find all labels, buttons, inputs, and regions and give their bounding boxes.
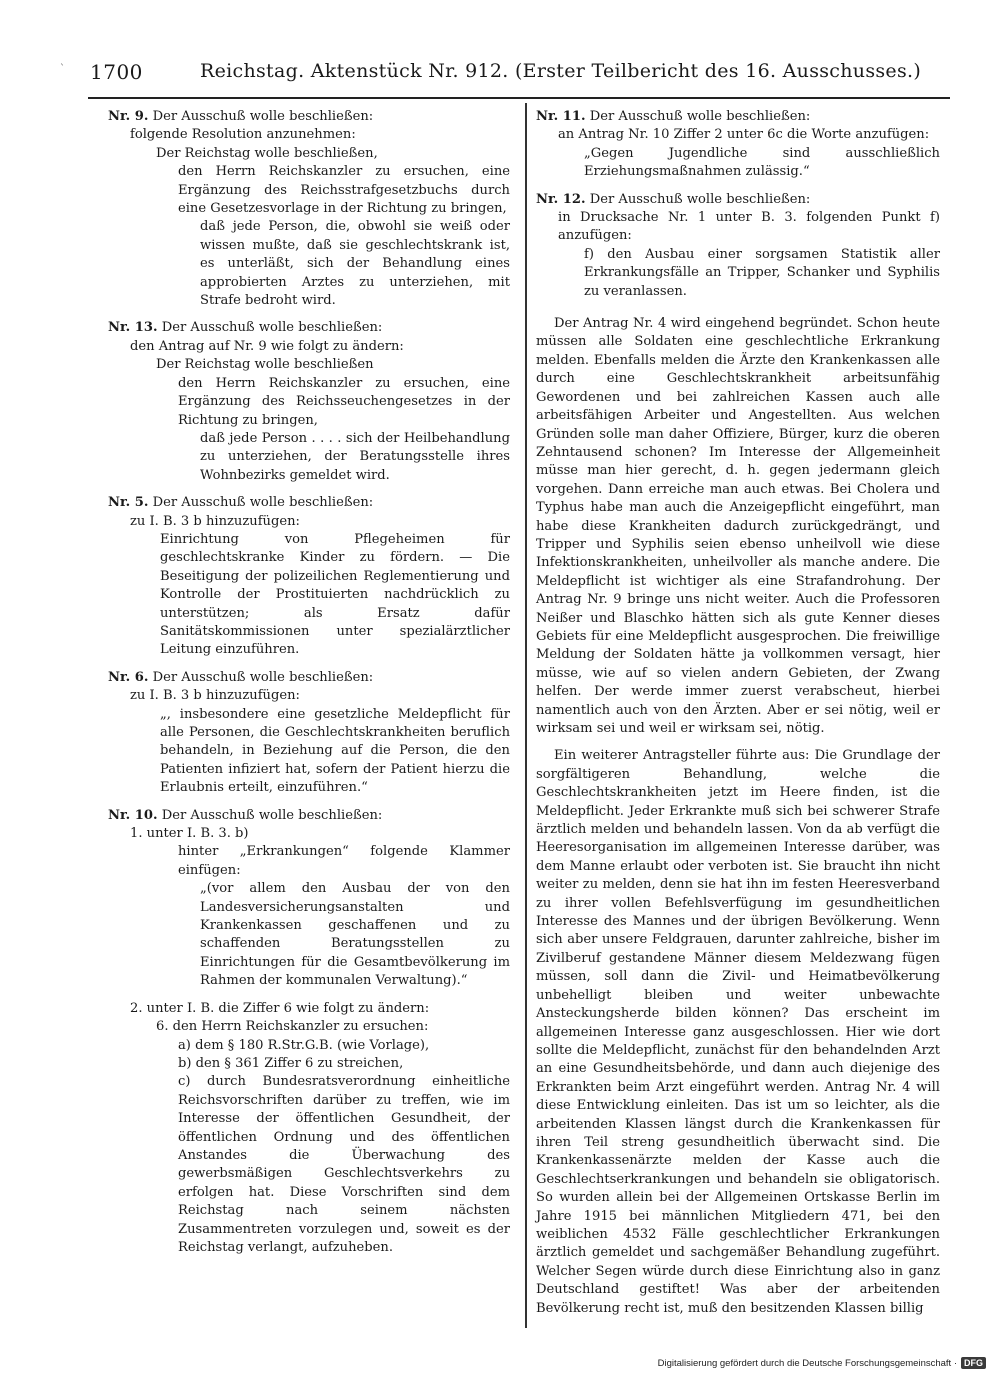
spacer — [108, 485, 510, 494]
paragraph-text: Der Ausschuß wolle beschließen: — [148, 495, 374, 511]
paragraph-text: zu I. B. 3 b hinzuzufügen: — [130, 688, 300, 704]
text-paragraph — [536, 747, 940, 1318]
text-paragraph — [108, 1018, 510, 1036]
motion-number: Nr. 10. — [108, 807, 158, 823]
text-paragraph — [108, 513, 510, 531]
paragraph-text: Der Antrag Nr. 4 wird eingehend begründet. Schon heute müssen alle Soldaten eine geschlechtliche Erkrankung melden. Ebenfalls melden die Ärzte den Krankenkassen alle durch eine Geschlechtskrankheit arbeitsunfähig Gewordenen und bei zahlreichen Kassen auch alle arbeitsfähigen Arbeiter und Angestellten. Aus welchen Gründen solle man daher Offiziere, Bürger, kurz die oberen Zehntausend schonen? Im Interesse der Allgemeinheit müsse man hier gerecht, d. h. gegen jedermann gleich vorgehen. Dann erreiche man auch etwas. Bei Cholera und Typhus habe man auch die Anzeigepflicht eingeführt, man habe diese Krankheiten dadurch zurückgedrängt, und Tripper und Syphilis seien ebenso unheilvoll wie diese Infektionskrankheiten, unheilvoller als manche andere. Die Meldepflicht ist wichtiger als eine Strafandrohung. Der Antrag Nr. 9 bringe uns nicht weiter. Auch die Professoren Neißer und Blaschko hätten sich als gute Kenner dieses Gebiets für eine Meldepflicht ausgesprochen. Die freiwillige Meldung der Soldaten hätte ja vollkommen versagt, hier müsse, wie auf so vielen andern Gebieten, der Zwang helfen. Der werde immer zuerst verabscheut, hierbei namentlich auch von den Ärzten. Aber er sei nötig, weil er wirksam sei und weil er wirksam sei, nötig. — [536, 316, 940, 736]
motion-heading — [108, 319, 510, 337]
text-paragraph — [108, 843, 510, 880]
text-paragraph — [108, 218, 510, 310]
spacer — [536, 738, 940, 747]
running-title: Reichstag. Aktenstück Nr. 912. (Erster Teilbericht des 16. Ausschusses.) — [200, 60, 922, 82]
margin-mark: ˋ — [60, 64, 65, 75]
paragraph-text: 2. unter I. B. die Ziffer 6 wie folgt zu ändern: — [130, 1000, 430, 1016]
paragraph-text: in Drucksache Nr. 1 unter B. 3. folgenden Punkt f) anzufügen: — [558, 210, 940, 244]
paragraph-text: b) den § 361 Ziffer 6 zu streichen, — [178, 1055, 404, 1071]
text-paragraph — [108, 163, 510, 218]
spacer — [536, 182, 940, 191]
motion-heading — [108, 108, 510, 126]
text-paragraph — [108, 1037, 510, 1055]
text-paragraph — [108, 1055, 510, 1073]
motion-heading — [536, 108, 940, 126]
motion-number: Nr. 12. — [536, 191, 586, 207]
paragraph-text: Der Ausschuß wolle beschließen: — [585, 191, 811, 207]
paragraph-text: Der Ausschuß wolle beschließen: — [148, 669, 374, 685]
footer — [658, 1357, 986, 1369]
text-paragraph — [108, 531, 510, 660]
paragraph-text: c) durch Bundesratsverordnung einheitliche Reichsvorschriften darüber zu treffen, wie im Interesse der öffentlichen Gesundheit, der öffentlichen Ordnung und des öffentlichen Anstandes die Überwachung des gewerbsmäßigen Geschlechtsverkehrs zu erfolgen hat. Diese Vorschriften sind dem Reichstag nach seinem nächsten Zusammentreten vorzulegen und, soweit es der Reichstag verlangt, aufzuheben. — [178, 1074, 510, 1255]
text-paragraph — [536, 315, 940, 738]
text-paragraph — [108, 430, 510, 485]
paragraph-text: 6. den Herrn Reichskanzler zu ersuchen: — [156, 1019, 429, 1035]
paragraph-text: f) den Ausbau einer sorgsamen Statistik aller Erkrankungsfälle an Tripper, Schanker und Syphilis zu veranlassen. — [584, 246, 940, 299]
motion-number: Nr. 11. — [536, 109, 586, 124]
paragraph-text: folgende Resolution anzunehmen: — [130, 127, 356, 143]
text-paragraph — [108, 687, 510, 705]
paragraph-text: Einrichtung von Pflegeheimen für geschlechtskranke Kinder zu fördern. — Die Beseitigung der polizeilichen Reglementierung und Kontrolle der Prostituierten nachdrücklich zu unterstützen; als Ersatz dafür Sanitätskommissionen unter spezialärztlicher Leitung einzuführen. — [160, 531, 510, 658]
text-paragraph — [536, 246, 940, 301]
text-paragraph — [108, 1000, 510, 1018]
text-paragraph — [108, 338, 510, 356]
spacer — [108, 310, 510, 319]
dfg-logo: DFG — [961, 1357, 986, 1369]
column-divider — [525, 103, 527, 1328]
page-header — [90, 60, 940, 92]
paragraph-text: „, insbesondere eine gesetzliche Meldepflicht für alle Personen, die Geschlechtskrankheiten beruflich behandeln, in Beziehung auf die Person, die den Patienten infiziert hat, sofern der Patient hierzu die Erlaubnis erteilt, einzuführen.“ — [160, 706, 510, 796]
text-paragraph — [108, 145, 510, 163]
text-paragraph — [108, 375, 510, 430]
text-paragraph — [536, 145, 940, 182]
paragraph-text: „Gegen Jugendliche sind ausschließlich Erziehungsmaßnahmen zulässig.“ — [584, 145, 940, 180]
paragraph-text: den Herrn Reichskanzler zu ersuchen, eine Ergänzung des Reichsstrafgesetzbuchs durch eine Gesetzesvorlage in der Richtung zu bringen, — [178, 164, 510, 217]
motion-number: Nr. 6. — [108, 669, 149, 685]
funding-note: Digitalisierung gefördert durch die Deutsche Forschungsgemeinschaft · — [657, 1357, 957, 1369]
paragraph-text: a) dem § 180 R.Str.G.B. (wie Vorlage), — [178, 1037, 430, 1053]
text-paragraph — [108, 706, 510, 798]
spacer — [108, 991, 510, 1000]
paragraph-text: 1. unter I. B. 3. b) — [130, 826, 249, 842]
paragraph-text: Der Ausschuß wolle beschließen: — [157, 807, 383, 823]
motion-heading — [108, 807, 510, 825]
text-paragraph — [108, 825, 510, 843]
text-paragraph — [108, 126, 510, 144]
spacer — [108, 660, 510, 669]
paragraph-text: an Antrag Nr. 10 Ziffer 2 unter 6c die Worte anzufügen: — [558, 127, 930, 143]
paragraph-text: Ein weiterer Antragsteller führte aus: Die Grundlage der sorgfältigeren Behandlung, welche die Geschlechtskrankheiten jetzt im Heere finden, ist die Meldepflicht. Jeder Erkrankte muß sich bei schwerer Strafe ärztlich melden und behandeln lassen. Von da ab verfügt die Heeresorganisation im allgemeinen Interesse darüber, was dem Manne erlaubt oder verboten ist. Sie braucht ihn nicht weiter zu melden, denn sie hat ihn im festen Heeresverband zu ihrer vollen Befehlsverfügung im gesundheitlichen Interesse des Mannes und der übrigen Bevölkerung. Wenn sich aber unsere Feldgrauen, darunter zahlreiche, bisher im Zivilberuf gestandene Männer diesem Meldezwang fügen müssen, soll dann die Zivil- und Heimatbevölkerung unbehelligt bleiben und weiter unbewachte Ansteckungsherde bilden können? Das erscheint im allgemeinen Interesse ganz ausgeschlossen. Hier wie dort sollte die Meldepflicht, zunächst für den behandelnden Arzt an eine Gesundheitsbehörde, und dann auch diejenige des Erkrankten beim Arzt eingeführt werden. Antrag Nr. 4 will diese Entwicklung einleiten. Das ist um so leichter, als die arbeitenden Klassen längst durch die Krankenkassen für ihren Teil streng gesundheitlich überwacht sind. Die Krankenkassenärzte melden der Kasse auch die Geschlechtserkrankungen und behandeln sie obligatorisch. So wurden allein bei der Allgemeinen Ortskasse Berlin im Jahre 1915 bei männlichen Mitgliedern 471, bei den weiblichen 4532 Fälle geschlechtlicher Erkrankungen ärztlich gemeldet und sachgemäßer Behandlung zugeführt. Welcher Segen würde durch diese Einrichtung also in ganz Deutschland gestiftet! Was aber der arbeitenden Bevölkerung recht ist, muß den besitzenden Klassen billig — [536, 748, 940, 1316]
paragraph-text: Der Ausschuß wolle beschließen: — [157, 320, 383, 336]
motion-heading — [108, 494, 510, 512]
text-paragraph — [536, 209, 940, 246]
text-paragraph — [108, 356, 510, 374]
motion-heading — [108, 669, 510, 687]
paragraph-text: „(vor allem den Ausbau der von den Landesversicherungsanstalten und Krankenkassen geschaffenen und zu schaffenden Beratungsstellen zu Einrichtungen für die Gesamtbevölkerung im Rahmen der kommunalen Verwaltung).“ — [200, 881, 510, 989]
page-number: 1700 — [90, 60, 143, 84]
paragraph-text: Der Reichstag wolle beschließen, — [156, 145, 378, 161]
right-column — [536, 108, 940, 1318]
paragraph-text: Der Ausschuß wolle beschließen: — [148, 109, 374, 124]
spacer — [536, 301, 940, 315]
header-rule — [88, 97, 950, 99]
paragraph-text: den Antrag auf Nr. 9 wie folgt zu ändern: — [130, 338, 404, 354]
paragraph-text: zu I. B. 3 b hinzuzufügen: — [130, 513, 300, 529]
paragraph-text: Der Reichstag wolle beschließen — [156, 357, 374, 373]
motion-heading — [536, 191, 940, 209]
motion-number: Nr. 9. — [108, 109, 149, 124]
motion-number: Nr. 13. — [108, 320, 158, 336]
text-paragraph — [108, 1073, 510, 1257]
paragraph-text: daß jede Person . . . . sich der Heilbehandlung zu unterziehen, der Beratungsstelle ihres Wohnbezirks gemeldet wird. — [200, 430, 510, 483]
paragraph-text: daß jede Person, die, obwohl sie weiß oder wissen mußte, daß sie geschlechtskrank ist, es unterläßt, sich der Behandlung eines approbierten Arztes zu unterziehen, mit Strafe bedroht wird. — [200, 219, 510, 309]
paragraph-text: den Herrn Reichskanzler zu ersuchen, eine Ergänzung des Reichsseuchengesetzes in der Richtung zu bringen, — [178, 375, 510, 428]
text-paragraph — [108, 880, 510, 990]
paragraph-text: Der Ausschuß wolle beschließen: — [585, 109, 811, 124]
motion-number: Nr. 5. — [108, 495, 149, 511]
text-paragraph — [536, 126, 940, 144]
spacer — [108, 798, 510, 807]
paragraph-text: hinter „Erkrankungen“ folgende Klammer einfügen: — [178, 844, 510, 878]
left-column — [108, 108, 510, 1257]
